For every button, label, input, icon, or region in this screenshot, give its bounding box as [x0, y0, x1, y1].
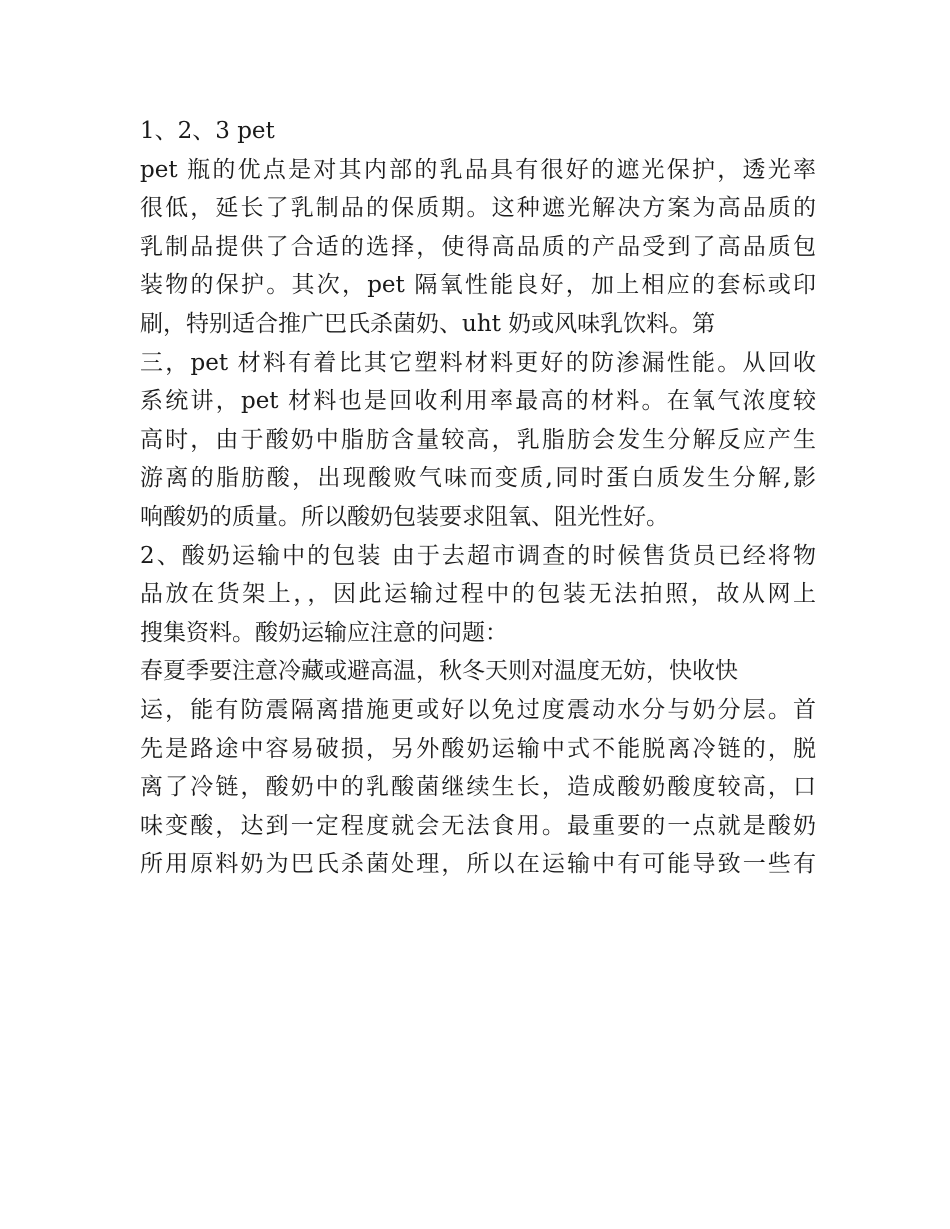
text-line: 味变酸，达到一定程度就会无法食用。最重要的一点就是酸奶	[140, 812, 816, 839]
text-line: 三，pet 材料有着比其它塑料材料更好的防渗漏性能。从回收	[140, 349, 816, 376]
text-line: pet 瓶的优点是对其内部的乳品具有很好的遮光保护，透光率	[140, 156, 816, 183]
text-line: 很低，延长了乳制品的保质期。这种遮光解决方案为高品质的	[140, 195, 816, 222]
text-line: 1、2、3 pet	[140, 118, 275, 144]
text-line: 所用原料奶为巴氏杀菌处理，所以在运输中有可能导致一些有	[140, 851, 816, 878]
text-line: 春夏季要注意冷藏或避高温，秋冬天则对温度无妨，快收快	[140, 658, 738, 685]
document-body	[140, 112, 816, 884]
text-line: 搜集资料。酸奶运输应注意的问题：	[140, 619, 508, 646]
text-line: 系统讲，pet 材料也是回收利用率最高的材料。在氧气浓度较	[140, 388, 816, 415]
text-line: 品放在货架上，，因此运输过程中的包装无法拍照，故从网上	[140, 581, 816, 608]
text-line: 离了冷链，酸奶中的乳酸菌继续生长，造成酸奶酸度较高，口	[140, 774, 816, 801]
text-line: 游离的脂肪酸，出现酸败气味而变质,同时蛋白质发生分解,影	[140, 465, 816, 492]
text-line: 乳制品提供了合适的选择，使得高品质的产品受到了高品质包	[140, 233, 816, 260]
text-line: 响酸奶的质量。所以酸奶包装要求阻氧、阻光性好。	[140, 503, 669, 530]
text-line: 2、酸奶运输中的包装 由于去超市调查的时候售货员已经将物	[140, 542, 816, 569]
text-line: 装物的保护。其次，pet 隔氧性能良好，加上相应的套标或印	[140, 272, 816, 299]
text-line: 先是路途中容易破损，另外酸奶运输中式不能脱离冷链的，脱	[140, 735, 816, 762]
text-line: 高时，由于酸奶中脂肪含量较高，乳脂肪会发生分解反应产生	[140, 426, 816, 453]
text-line: 刷，特别适合推广巴氏杀菌奶、uht 奶或风味乳饮料。第	[140, 310, 716, 337]
text-line: 运，能有防震隔离措施更或好以免过度震动水分与奶分层。首	[140, 696, 816, 723]
